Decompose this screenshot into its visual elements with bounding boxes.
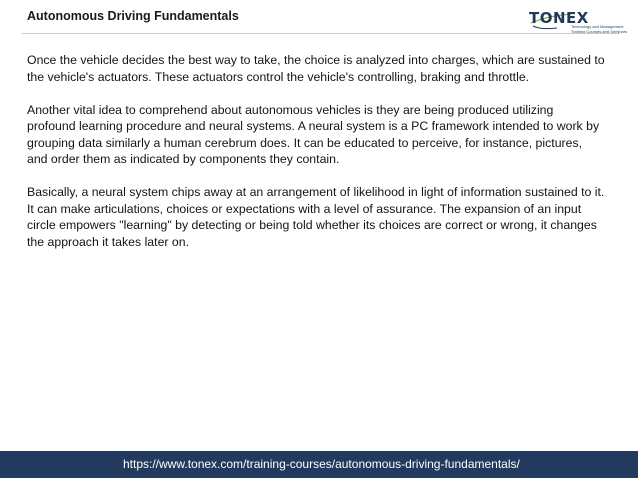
logo-tagline-line-2: Training Courses and Seminars (571, 29, 628, 34)
logo-tagline-line-1: Technology and Management (571, 24, 624, 29)
slide-title: Autonomous Driving Fundamentals (27, 9, 239, 23)
footer-url-link[interactable]: https://www.tonex.com/training-courses/autonomous-driving-fundamentals/ (123, 457, 520, 471)
paragraph-1: Once the vehicle decides the best way to take, the choice is analyzed into charges, which are sustained to the vehicle's actuators. These actuators control the vehicle's controlling, braking and throttle. (27, 53, 605, 84)
paragraph-2: Another vital idea to comprehend about autonomous vehicles is they are being produced utilizing profound learning procedure and neural systems. A neural system is a PC framework intended to work by grouping data similarly a human cerebrum does. It can be educated to perceive, for instance, pictures, and order them as indicated by components they contain. (27, 102, 600, 166)
logo-wordmark: TONEX (529, 9, 589, 27)
body-content (27, 52, 605, 267)
tonex-logo (527, 8, 635, 40)
header-divider (22, 33, 620, 34)
footer-bar (0, 451, 638, 478)
paragraph-3: Basically, a neural system chips away at an arrangement of likelihood in light of information sustained to it. It can make articulations, choices or expectations with a level of assurance. The expansion of an input circle empowers "learning" by detecting or being told whether its choices are correct or wrong, it changes the approach it takes later on. (27, 185, 605, 249)
